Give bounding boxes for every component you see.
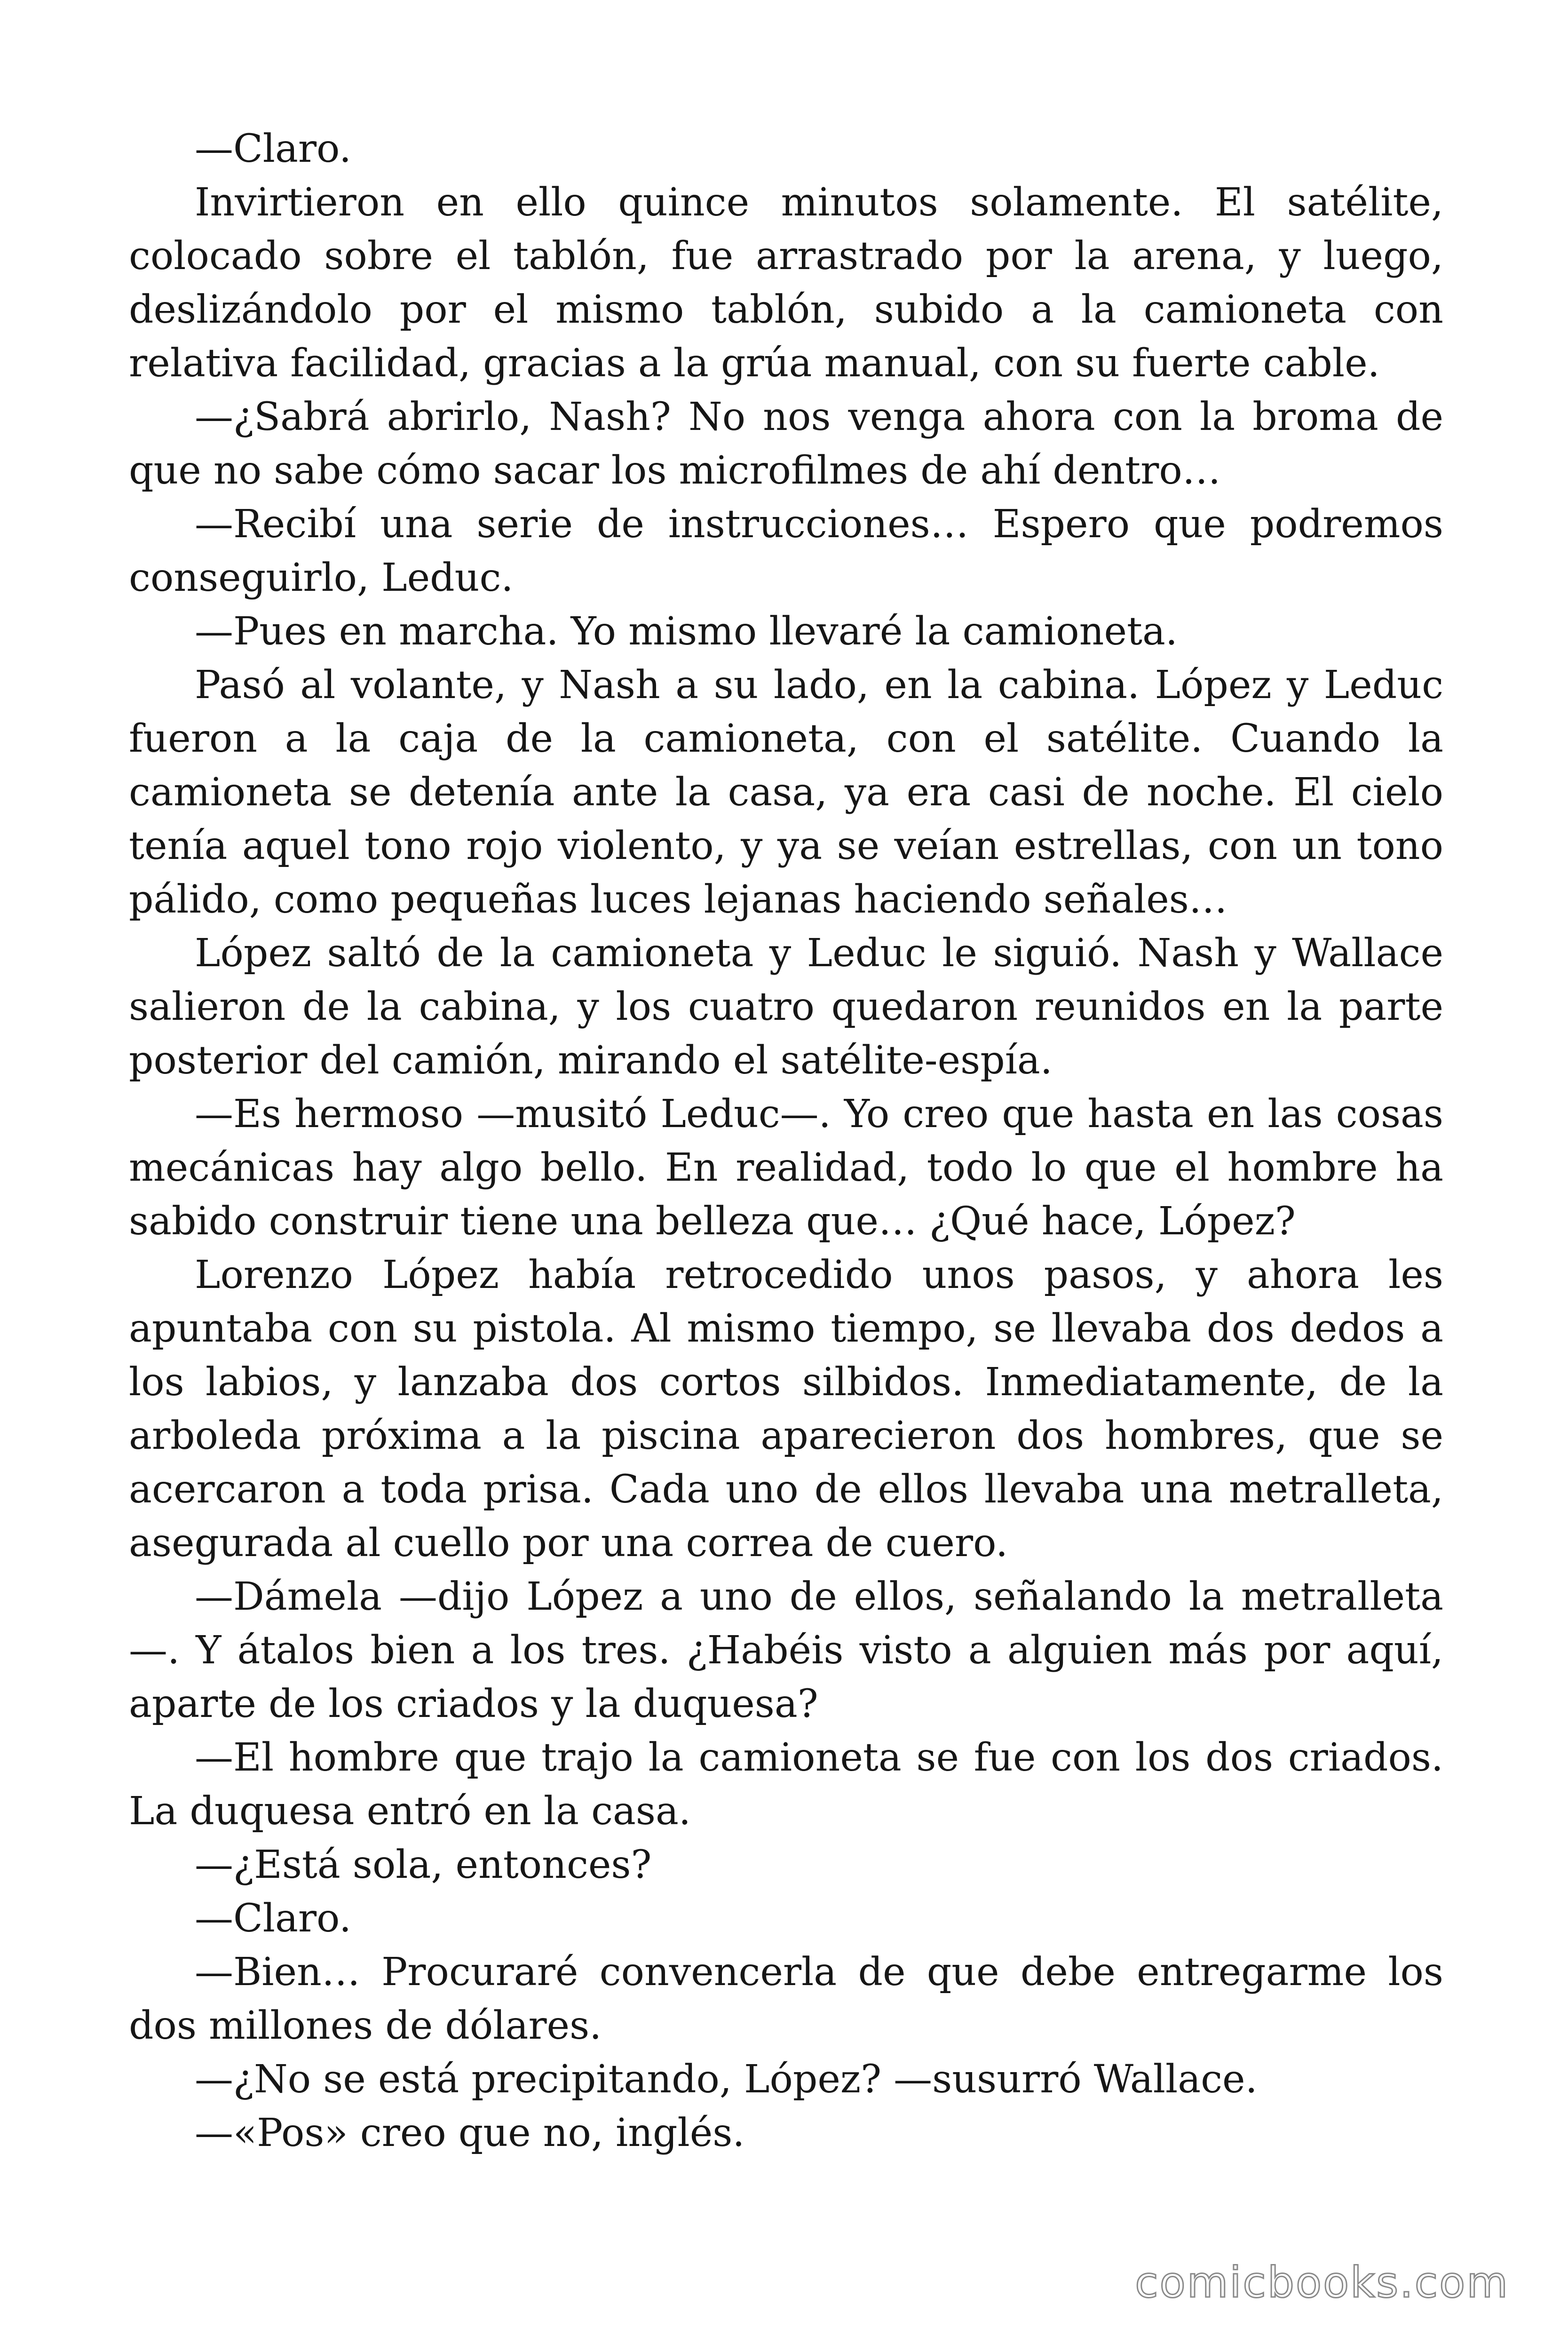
paragraph: López saltó de la camioneta y Leduc le siguió. Nash y Wallace salieron de la cabina, y los cuatro quedaron reunidos en la parte posterior del camión, mirando el satélite-espía. — [129, 931, 1443, 1083]
paragraph: —¿Está sola, entonces? — [195, 1843, 652, 1887]
paragraph: Lorenzo López había retrocedido unos pasos, y ahora les apuntaba con su pistola. Al mismo tiempo, se llevaba dos dedos a los labios, y lanzaba dos cortos silbidos. Inmediatamente, de la arboleda próxima a la piscina aparecieron dos hombres, que se acercaron a toda prisa. Cada uno de ellos llevaba una metralleta, asegurada al cuello por una correa de cuero. — [129, 1253, 1443, 1565]
paragraph: —Claro. — [195, 1896, 352, 1941]
paragraph: Invirtieron en ello quince minutos solamente. El satélite, colocado sobre el tablón, fue arrastrado por la arena, y luego, deslizándolo por el mismo tablón, subido a la camioneta con relativa facilidad, gracias a la grúa manual, con su fuerte cable. — [129, 180, 1443, 386]
paragraph: —¿No se está precipitando, López? —susurró Wallace. — [195, 2057, 1258, 2102]
paragraph: —Pues en marcha. Yo mismo llevaré la camioneta. — [195, 609, 1178, 654]
paragraph: —Claro. — [195, 127, 352, 171]
paragraph: —Bien… Procuraré convencerla de que debe entregarme los dos millones de dólares. — [129, 1950, 1443, 2048]
watermark: comicbooks.com — [1135, 2258, 1509, 2307]
paragraph: Pasó al volante, y Nash a su lado, en la cabina. López y Leduc fueron a la caja de la camioneta, con el satélite. Cuando la camioneta se detenía ante la casa, ya era casi de noche. El cielo tenía aquel tono rojo violento, y ya se veían estrellas, con un tono pálido, como pequeñas luces lejanas haciendo señales… — [129, 663, 1443, 922]
paragraph: —Recibí una serie de instrucciones… Espero que podremos conseguirlo, Leduc. — [129, 502, 1443, 600]
paragraph: —¿Sabrá abrirlo, Nash? No nos venga ahora con la broma de que no sabe cómo sacar los microfilmes de ahí dentro… — [129, 395, 1443, 493]
paragraph: —«Pos» creo que no, inglés. — [195, 2111, 745, 2155]
paragraph: —Es hermoso —musitó Leduc—. Yo creo que hasta en las cosas mecánicas hay algo bello. En realidad, todo lo que el hombre ha sabido construir tiene una belleza que… ¿Qué hace, López? — [129, 1092, 1443, 1244]
book-page-text — [129, 122, 1443, 2160]
paragraph: —El hombre que trajo la camioneta se fue con los dos criados. La duquesa entró en la casa. — [129, 1735, 1443, 1834]
paragraph: —Dámela —dijo López a uno de ellos, señalando la metralleta —. Y átalos bien a los tres. ¿Habéis visto a alguien más por aquí, aparte de los criados y la duquesa? — [129, 1574, 1443, 1726]
